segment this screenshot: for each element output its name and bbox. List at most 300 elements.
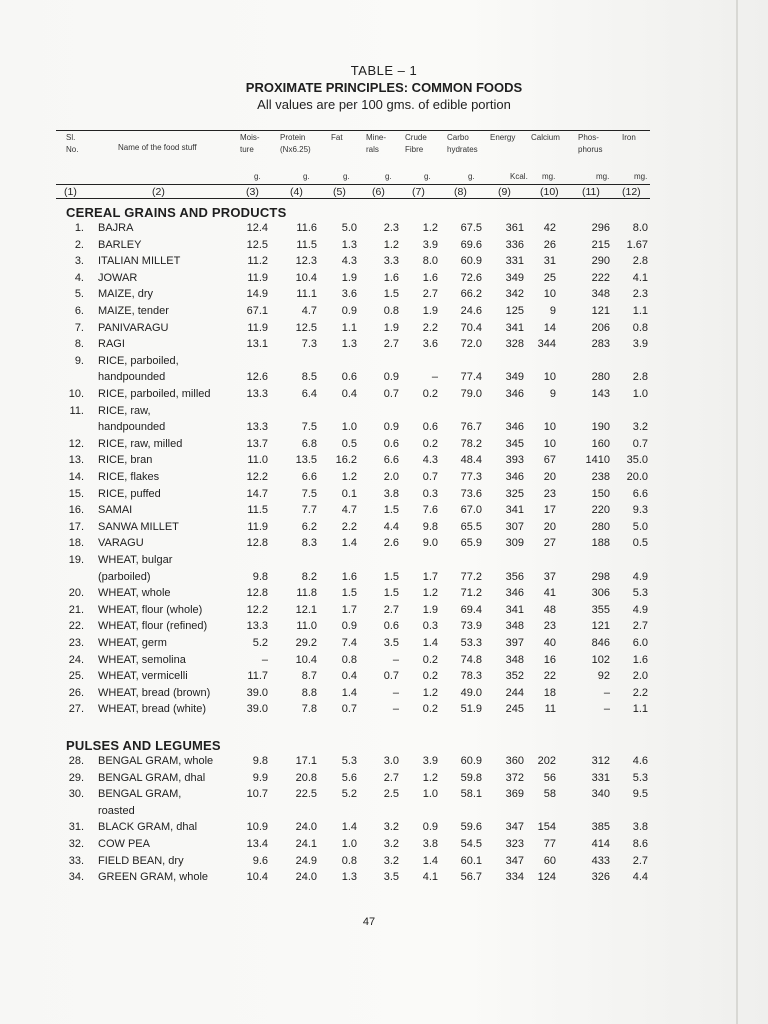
serial-number: 11. [69, 404, 84, 417]
serial-number: 2. [74, 238, 84, 251]
fat-value: 0.7 [341, 703, 357, 716]
moisture-value: 13.3 [246, 388, 268, 400]
energy-value: 336 [505, 238, 524, 251]
fat-value: 5.6 [341, 771, 357, 784]
fibre-value: 4.1 [422, 871, 438, 884]
minerals-value: 2.7 [383, 771, 399, 784]
fat-value: 5.3 [341, 755, 357, 767]
energy-value: 347 [505, 854, 524, 867]
energy-value: 341 [505, 603, 524, 616]
table-row [0, 338, 768, 356]
carbo-value: 78.2 [460, 437, 482, 450]
table-row [0, 772, 768, 790]
iron-value: 3.2 [632, 421, 648, 434]
moisture-value: 12.8 [246, 537, 268, 550]
fat-value: 1.9 [341, 271, 357, 284]
food-name: BENGAL GRAM, whole [98, 755, 214, 767]
unit-label: g. [343, 172, 350, 181]
fibre-value: 2.7 [422, 288, 438, 301]
fat-value: 5.0 [341, 222, 357, 234]
column-header-line: Protein [280, 133, 306, 142]
serial-number: 7. [74, 321, 84, 334]
food-name: WHEAT, flour (whole) [98, 603, 203, 616]
carbo-value: 74.8 [460, 653, 482, 666]
protein-value: 7.8 [301, 703, 317, 716]
column-header-protein [280, 132, 311, 156]
carbo-value: 72.0 [460, 338, 482, 351]
fat-value: 1.5 [341, 587, 357, 600]
energy-value: 397 [505, 637, 524, 649]
fat-value: 0.1 [341, 487, 357, 500]
moisture-value: 9.8 [252, 755, 268, 767]
fibre-value: 0.7 [422, 471, 438, 483]
table-row [0, 871, 768, 889]
energy-value: 331 [505, 255, 524, 268]
phosphorus-value: – [603, 686, 610, 699]
phosphorus-value: 385 [591, 821, 610, 834]
serial-number: 13. [68, 454, 84, 467]
carbo-value: 48.4 [460, 454, 482, 467]
fat-value: 1.4 [341, 686, 357, 699]
table-row [0, 620, 768, 638]
moisture-value: 12.2 [246, 603, 268, 616]
table-row [0, 305, 768, 323]
iron-value: 0.7 [632, 437, 648, 450]
food-name: handpounded [98, 371, 166, 384]
column-header-line: Calcium [531, 133, 560, 142]
minerals-value: 1.5 [383, 587, 399, 600]
calcium-value: 10 [543, 371, 556, 384]
fat-value: 1.4 [341, 537, 357, 550]
food-name: MAIZE, dry [98, 288, 154, 301]
fibre-value: 1.2 [422, 587, 438, 600]
protein-value: 12.3 [295, 255, 317, 268]
fibre-value: 1.2 [422, 222, 438, 234]
section-title: CEREAL GRAINS AND PRODUCTS [66, 205, 287, 220]
serial-number: 4. [74, 271, 84, 284]
fibre-value: 9.8 [422, 520, 438, 533]
serial-number: 16. [68, 504, 84, 517]
phosphorus-value: – [603, 703, 610, 716]
moisture-value: 11.5 [247, 504, 268, 517]
column-number: (5) [333, 186, 346, 198]
phosphorus-value: 121 [591, 620, 610, 633]
protein-value: 11.8 [296, 587, 317, 600]
iron-value: 3.8 [632, 821, 648, 834]
column-number: (3) [246, 186, 259, 198]
fat-value: 1.1 [341, 321, 357, 334]
food-name: BLACK GRAM, dhal [98, 821, 198, 834]
moisture-value: 10.9 [246, 821, 268, 834]
carbo-value: 73.6 [460, 487, 482, 500]
iron-value: 20.0 [626, 471, 648, 483]
energy-value: 361 [505, 222, 524, 234]
moisture-value: 11.9 [247, 321, 268, 334]
moisture-value: 5.2 [252, 637, 268, 649]
table-row [0, 355, 768, 373]
column-header-line: No. [66, 145, 79, 154]
food-name: ITALIAN MILLET [98, 255, 181, 268]
table-row [0, 604, 768, 622]
calcium-value: 27 [543, 537, 556, 550]
serial-number: 17. [68, 520, 84, 533]
moisture-value: 9.9 [252, 771, 268, 784]
minerals-value: 0.7 [383, 670, 399, 683]
iron-value: 5.3 [632, 771, 648, 784]
minerals-value: 0.7 [383, 388, 399, 400]
iron-value: 6.0 [632, 637, 648, 649]
energy-value: 328 [505, 338, 524, 351]
unit-label: g. [254, 172, 261, 181]
fat-value: 7.4 [341, 637, 357, 649]
phosphorus-value: 206 [591, 321, 610, 334]
minerals-value: 3.2 [383, 821, 399, 834]
moisture-value: 39.0 [246, 703, 268, 716]
minerals-value: 0.8 [383, 305, 399, 317]
iron-value: 2.2 [632, 686, 648, 699]
food-name: VARAGU [98, 537, 144, 550]
fibre-value: 0.2 [422, 653, 438, 666]
carbo-value: 70.4 [460, 321, 482, 334]
minerals-value: 2.7 [383, 603, 399, 616]
table-row [0, 388, 768, 406]
energy-value: 244 [505, 686, 524, 699]
serial-number: 15. [68, 487, 84, 500]
carbo-value: 73.9 [460, 620, 482, 633]
serial-number: 30. [68, 788, 84, 801]
serial-number: 18. [68, 537, 84, 550]
food-name: roasted [98, 804, 135, 817]
calcium-value: 10 [543, 437, 556, 450]
iron-value: 4.9 [632, 570, 648, 583]
table-row [0, 755, 768, 773]
phosphorus-value: 190 [591, 421, 610, 434]
carbo-value: 77.3 [460, 471, 482, 483]
calcium-value: 124 [537, 871, 556, 884]
food-name: RICE, parboiled, milled [98, 388, 211, 400]
protein-value: 8.2 [301, 570, 317, 583]
calcium-value: 41 [543, 587, 556, 600]
iron-value: 35.0 [626, 454, 648, 467]
fat-value: 1.4 [341, 821, 357, 834]
fat-value: 5.2 [341, 788, 357, 801]
moisture-value: 12.8 [246, 587, 268, 600]
protein-value: 11.0 [296, 620, 317, 633]
iron-value: 4.9 [632, 603, 648, 616]
carbo-value: 79.0 [460, 388, 482, 400]
protein-value: 24.0 [295, 821, 317, 834]
food-name: WHEAT, whole [98, 587, 171, 600]
phosphorus-value: 150 [591, 487, 610, 500]
carbo-value: 69.6 [460, 238, 482, 251]
minerals-value: 2.6 [383, 537, 399, 550]
serial-number: 24. [68, 653, 84, 666]
header-top-rule [56, 130, 650, 131]
fibre-value: – [431, 371, 438, 384]
energy-value: 348 [505, 620, 524, 633]
iron-value: 2.7 [632, 620, 648, 633]
fibre-value: 0.2 [422, 703, 438, 716]
protein-value: 7.5 [301, 421, 317, 434]
food-name: COW PEA [98, 838, 150, 850]
minerals-value: 1.2 [383, 238, 399, 251]
calcium-value: 22 [543, 670, 556, 683]
serial-number: 25. [68, 670, 84, 683]
energy-value: 307 [505, 520, 524, 533]
energy-value: 323 [505, 838, 524, 850]
serial-number: 14. [68, 471, 84, 483]
column-number: (11) [582, 186, 600, 198]
moisture-value: 11.0 [247, 454, 268, 467]
energy-value: 349 [505, 271, 524, 284]
food-name: WHEAT, semolina [98, 653, 186, 666]
calcium-value: 9 [549, 388, 556, 400]
carbo-value: 67.0 [460, 504, 482, 517]
table-row [0, 537, 768, 555]
minerals-value: 2.7 [383, 338, 399, 351]
calcium-value: 14 [543, 321, 556, 334]
protein-value: 29.2 [295, 637, 317, 649]
fibre-value: 9.0 [422, 537, 438, 550]
energy-value: 245 [505, 703, 524, 716]
table-row [0, 405, 768, 423]
table-subtitle: All values are per 100 gms. of edible portion [257, 97, 511, 112]
food-name: RICE, flakes [98, 471, 160, 483]
moisture-value: 13.3 [246, 620, 268, 633]
table-row [0, 272, 768, 290]
fibre-value: 4.3 [422, 454, 438, 467]
unit-label: g. [385, 172, 392, 181]
fat-value: 0.4 [341, 670, 357, 683]
iron-value: 5.0 [632, 520, 648, 533]
protein-value: 7.3 [301, 338, 317, 351]
table-row [0, 239, 768, 257]
iron-value: 2.8 [632, 371, 648, 384]
table-row [0, 488, 768, 506]
column-header-moisture [240, 132, 260, 156]
carbo-value: 49.0 [460, 686, 482, 699]
protein-value: 6.8 [301, 437, 317, 450]
calcium-value: 202 [537, 755, 556, 767]
phosphorus-value: 280 [591, 371, 610, 384]
energy-value: 341 [505, 504, 524, 517]
column-header-line: Fibre [405, 145, 424, 154]
table-title: PROXIMATE PRINCIPLES: COMMON FOODS [245, 80, 523, 95]
food-name: RICE, raw, [98, 404, 151, 417]
protein-value: 22.5 [295, 788, 317, 801]
minerals-value: 3.2 [383, 854, 399, 867]
table-row [0, 838, 768, 856]
carbo-value: 60.1 [460, 854, 482, 867]
table-row [0, 322, 768, 340]
serial-number: 6. [74, 305, 84, 317]
iron-value: 1.1 [632, 703, 648, 716]
page-number: 47 [362, 916, 376, 928]
calcium-value: 37 [543, 570, 556, 583]
iron-value: 6.6 [632, 487, 648, 500]
serial-number: 3. [74, 255, 84, 268]
calcium-value: 26 [543, 238, 556, 251]
food-name: SANWA MILLET [98, 520, 179, 533]
fibre-value: 3.9 [422, 755, 438, 767]
carbo-value: 77.2 [460, 570, 482, 583]
moisture-value: 9.8 [252, 570, 268, 583]
fibre-value: 0.2 [422, 437, 438, 450]
iron-value: 2.8 [632, 255, 648, 268]
column-number: (10) [540, 186, 559, 198]
protein-value: 7.5 [301, 487, 317, 500]
food-name: RICE, bran [98, 454, 153, 467]
fibre-value: 1.4 [422, 854, 438, 867]
fat-value: 1.0 [341, 421, 357, 434]
iron-value: 1.6 [632, 653, 648, 666]
header-bottom-rule [56, 184, 650, 185]
column-header-line: Energy [490, 133, 516, 142]
minerals-value: 0.6 [383, 437, 399, 450]
minerals-value: 1.5 [383, 570, 399, 583]
energy-value: 346 [505, 587, 524, 600]
column-header-line: Iron [622, 133, 636, 142]
moisture-value: 9.6 [252, 854, 268, 867]
protein-value: 11.1 [296, 288, 317, 301]
carbo-value: 54.5 [460, 838, 482, 850]
energy-value: 349 [505, 371, 524, 384]
table-row [0, 454, 768, 472]
carbo-value: 53.3 [460, 637, 482, 649]
minerals-value: 2.5 [383, 788, 399, 801]
protein-value: 8.7 [301, 670, 317, 683]
phosphorus-value: 312 [591, 755, 610, 767]
calcium-value: 48 [543, 603, 556, 616]
table-row [0, 571, 768, 589]
energy-value: 393 [505, 454, 524, 467]
moisture-value: 11.9 [247, 520, 268, 533]
table-row [0, 288, 768, 306]
fibre-value: 0.2 [422, 670, 438, 683]
fibre-value: 1.9 [422, 305, 438, 317]
protein-value: 11.5 [296, 238, 317, 251]
minerals-value: 1.5 [383, 288, 399, 301]
iron-value: 3.9 [632, 338, 648, 351]
calcium-value: 16 [543, 653, 556, 666]
phosphorus-value: 238 [591, 471, 610, 483]
unit-label: mg. [596, 172, 610, 181]
column-number: (4) [290, 186, 303, 198]
fat-value: 1.3 [341, 338, 357, 351]
calcium-value: 11 [544, 703, 556, 716]
food-name: FIELD BEAN, dry [98, 854, 184, 867]
carbo-value: 65.5 [460, 520, 482, 533]
fibre-value: 3.9 [422, 238, 438, 251]
phosphorus-value: 283 [591, 338, 610, 351]
energy-value: 325 [505, 487, 524, 500]
carbo-value: 78.3 [460, 670, 482, 683]
iron-value: 2.3 [632, 288, 648, 301]
calcium-value: 31 [543, 255, 556, 268]
moisture-value: 11.2 [247, 255, 268, 268]
food-name: WHEAT, germ [98, 637, 167, 649]
column-header-line: phorus [578, 145, 603, 154]
moisture-value: 67.1 [246, 305, 268, 317]
food-name: BENGAL GRAM, dhal [98, 771, 206, 784]
phosphorus-value: 121 [591, 305, 610, 317]
table-row [0, 587, 768, 605]
fat-value: 1.6 [341, 570, 357, 583]
protein-value: 6.4 [301, 388, 317, 400]
minerals-value: – [392, 653, 399, 666]
minerals-value: 0.9 [383, 371, 399, 384]
protein-value: 6.6 [301, 471, 317, 483]
iron-value: 8.6 [632, 838, 648, 850]
fibre-value: 1.6 [422, 271, 438, 284]
energy-value: 348 [505, 653, 524, 666]
fibre-value: 1.9 [422, 603, 438, 616]
minerals-value: 3.5 [383, 871, 399, 884]
calcium-value: 17 [543, 504, 556, 517]
column-header-line: Name of the food stuff [118, 143, 197, 152]
phosphorus-value: 143 [591, 388, 610, 400]
moisture-value: 14.9 [246, 288, 268, 301]
column-header-sl [66, 132, 78, 156]
iron-value: 0.8 [632, 321, 648, 334]
energy-value: 334 [505, 871, 524, 884]
food-name: handpounded [98, 421, 166, 434]
food-name: PANIVARAGU [98, 321, 169, 334]
protein-value: 20.8 [295, 771, 317, 784]
iron-value: 4.6 [632, 755, 648, 767]
food-name: RICE, raw, milled [98, 437, 183, 450]
protein-value: 7.7 [301, 504, 317, 517]
energy-value: 356 [505, 570, 524, 583]
column-header-line: (Nx6.25) [280, 145, 311, 154]
food-name: BENGAL GRAM, [98, 788, 182, 801]
minerals-value: 1.6 [383, 271, 399, 284]
protein-value: 24.9 [295, 854, 317, 867]
phosphorus-value: 298 [591, 570, 610, 583]
iron-value: 2.0 [632, 670, 648, 683]
minerals-value: 2.0 [383, 471, 399, 483]
unit-label: Kcal. [510, 172, 528, 181]
protein-value: 6.2 [301, 520, 317, 533]
unit-label: g. [303, 172, 310, 181]
serial-number: 28. [68, 755, 84, 767]
column-header-fat [331, 132, 343, 144]
iron-value: 1.67 [626, 238, 648, 251]
calcium-value: 23 [543, 487, 556, 500]
calcium-value: 10 [543, 421, 556, 434]
energy-value: 309 [505, 537, 524, 550]
serial-number: 5. [74, 288, 84, 301]
calcium-value: 42 [543, 222, 556, 234]
column-number: (1) [64, 186, 77, 198]
column-header-line: Phos- [578, 133, 599, 142]
fat-value: 1.0 [341, 838, 357, 850]
serial-number: 33. [68, 854, 84, 867]
iron-value: 2.7 [632, 854, 648, 867]
phosphorus-value: 414 [591, 838, 610, 850]
moisture-value: 12.4 [246, 222, 268, 234]
serial-number: 22. [68, 620, 84, 633]
energy-value: 347 [505, 821, 524, 834]
food-name: WHEAT, bread (white) [98, 703, 206, 716]
column-header-line: Mois- [240, 133, 260, 142]
food-name: MAIZE, tender [98, 305, 169, 317]
column-header-line: Fat [331, 133, 343, 142]
carbo-value: 77.4 [460, 371, 482, 384]
moisture-value: 13.3 [246, 421, 268, 434]
minerals-value: 4.4 [383, 520, 399, 533]
column-header-energy [490, 132, 515, 144]
